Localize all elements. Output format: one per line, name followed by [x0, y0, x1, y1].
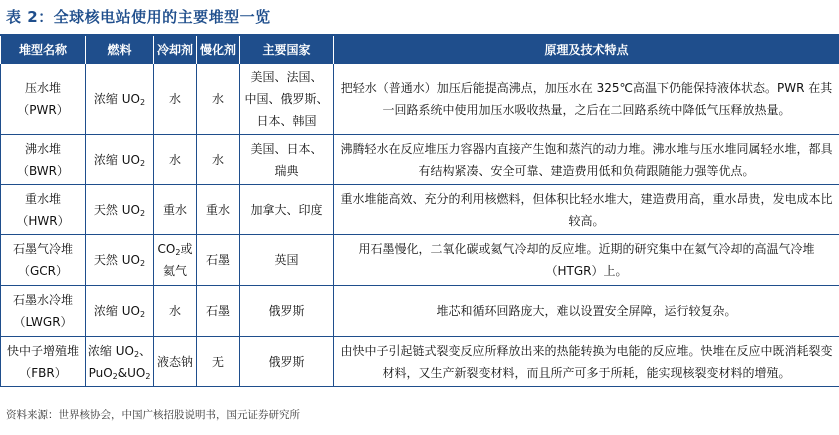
reactor-name-cell: [1, 235, 86, 286]
header-moderator: 慢化剂: [197, 36, 240, 64]
fuel-cell: [86, 135, 154, 185]
country-line: 加拿大、印度: [250, 202, 323, 217]
fuel-subscript: 2: [139, 208, 146, 218]
reactor-abbr: （BWR）: [16, 163, 69, 178]
reactor-abbr: （LWGR）: [13, 315, 73, 329]
fuel-cell: [86, 235, 154, 286]
country-line: 瑞典: [274, 163, 299, 178]
country-line: 美国、日本、: [250, 141, 323, 156]
country-line: 俄罗斯: [268, 304, 305, 318]
reactor-name: 重水堆: [24, 191, 61, 206]
coolant-line: 氦气: [162, 264, 187, 278]
principle-cell: 重水堆能高效、充分的利用核燃料，但体积比轻水堆大，建造费用高，重水昂贵，发电成本比较高。: [334, 185, 839, 235]
table-title: 表 2：全球核电站使用的主要堆型一览: [6, 8, 271, 26]
coolant-cell: 水: [154, 135, 197, 185]
principle-cell: 由快中子引起链式裂变反应所释放出来的热能转换为电能的反应堆。快堆在反应中既消耗裂变材料，又生产新裂变材料，而且所产可多于所耗，能实现核裂变材料的增殖。: [334, 337, 839, 387]
fuel-cell: [86, 337, 154, 387]
country-line: 美国、法国、: [250, 70, 323, 84]
coolant-text: CO: [157, 242, 176, 256]
coolant-cell: 液态钠: [154, 337, 197, 387]
countries-cell: [240, 64, 334, 135]
fuel-text: PuO: [88, 365, 113, 380]
countries-cell: [240, 286, 334, 337]
countries-cell: [240, 337, 334, 387]
moderator-cell: 石墨: [197, 286, 240, 337]
coolant-cell: [154, 235, 197, 286]
fuel-text: 天然 UO: [93, 253, 140, 267]
coolant-cell: 水: [154, 64, 197, 135]
header-countries: 主要国家: [240, 36, 334, 64]
fuel-cell: [86, 64, 154, 135]
table-row: [1, 286, 839, 337]
principle-cell: 堆芯和循环回路庞大，难以设置安全屏障，运行较复杂。: [334, 286, 839, 337]
country-line: 日本、韩国: [256, 114, 317, 128]
header-fuel: 燃料: [86, 36, 154, 64]
reactor-abbr: （FBR）: [19, 365, 67, 380]
reactor-abbr: （PWR）: [17, 103, 69, 117]
reactor-name: 压水堆: [24, 81, 61, 95]
table-row: [1, 337, 839, 387]
fuel-text: &UO: [117, 365, 146, 380]
countries-cell: [240, 235, 334, 286]
fuel-suffix: 、: [139, 343, 152, 358]
reactor-name: 沸水堆: [24, 141, 61, 156]
principle-cell: 沸腾轻水在反应堆压力容器内直接产生饱和蒸汽的动力堆。沸水堆与压水堆同属轻水堆，都具有结构紧凑、安全可靠、建造费用低和负荷跟随能力强等优点。: [334, 135, 839, 185]
country-line: 俄罗斯: [268, 354, 305, 369]
fuel-subscript: 2: [145, 371, 151, 381]
reactor-name-cell: [1, 286, 86, 337]
coolant-suffix: 或: [180, 242, 193, 256]
fuel-subscript: 2: [133, 349, 140, 359]
table-header-row: [1, 36, 839, 64]
principle-cell: 把轻水（普通水）加压后能提高沸点，加压水在 325℃高温下仍能保持液体状态。PWR 在其一回路系统中使用加压水吸收热量，之后在二回路系统中降低气压释放热量。: [334, 64, 839, 135]
table-row: [1, 135, 839, 185]
countries-cell: [240, 135, 334, 185]
reactor-name: 石墨水冷堆: [12, 293, 73, 307]
country-line: 英国: [274, 253, 299, 267]
fuel-line: [87, 340, 152, 362]
reactor-name-cell: [1, 135, 86, 185]
fuel-subscript: 2: [139, 259, 146, 268]
fuel-text: 浓缩 UO: [93, 152, 140, 167]
fuel-text: 浓缩 UO: [93, 304, 140, 318]
table-row: [1, 64, 839, 135]
reactor-table: [0, 36, 839, 387]
moderator-cell: 水: [197, 135, 240, 185]
fuel-subscript: 2: [139, 98, 146, 107]
table-row: [1, 185, 839, 235]
reactor-name-cell: [1, 337, 86, 387]
moderator-cell: 水: [197, 64, 240, 135]
country-line: 中国、俄罗斯、: [244, 92, 329, 106]
coolant-subscript: 2: [175, 248, 181, 257]
moderator-cell: 重水: [197, 185, 240, 235]
moderator-cell: 石墨: [197, 235, 240, 286]
table-row: [1, 235, 839, 286]
reactor-name-cell: [1, 64, 86, 135]
fuel-cell: [86, 185, 154, 235]
reactor-abbr: （GCR）: [17, 264, 69, 278]
reactor-abbr: （HWR）: [16, 213, 70, 228]
fuel-text: 浓缩 UO: [93, 92, 140, 106]
countries-cell: [240, 185, 334, 235]
coolant-line: [155, 238, 195, 260]
reactor-name: 快中子增殖堆: [6, 343, 79, 358]
reactor-name-cell: [1, 185, 86, 235]
fuel-line: [87, 362, 152, 384]
fuel-subscript: 2: [112, 371, 118, 381]
moderator-cell: 无: [197, 337, 240, 387]
principle-cell: 用石墨慢化，二氧化碳或氦气冷却的反应堆。近期的研究集中在氦气冷却的高温气冷堆（HTGR）上。: [334, 235, 839, 286]
fuel-text: 天然 UO: [93, 202, 140, 217]
coolant-cell: 水: [154, 286, 197, 337]
coolant-cell: 重水: [154, 185, 197, 235]
fuel-text: 浓缩 UO: [87, 343, 134, 358]
fuel-subscript: 2: [139, 158, 146, 168]
source-note: 资料来源：世界核协会，中国广核招股说明书，国元证券研究所: [6, 409, 300, 421]
header-principle: 原理及技术特点: [334, 36, 839, 64]
reactor-name: 石墨气冷堆: [12, 242, 73, 256]
header-coolant: 冷却剂: [154, 36, 197, 64]
fuel-cell: [86, 286, 154, 337]
header-reactor-type: 堆型名称: [1, 36, 86, 64]
fuel-subscript: 2: [139, 310, 146, 319]
